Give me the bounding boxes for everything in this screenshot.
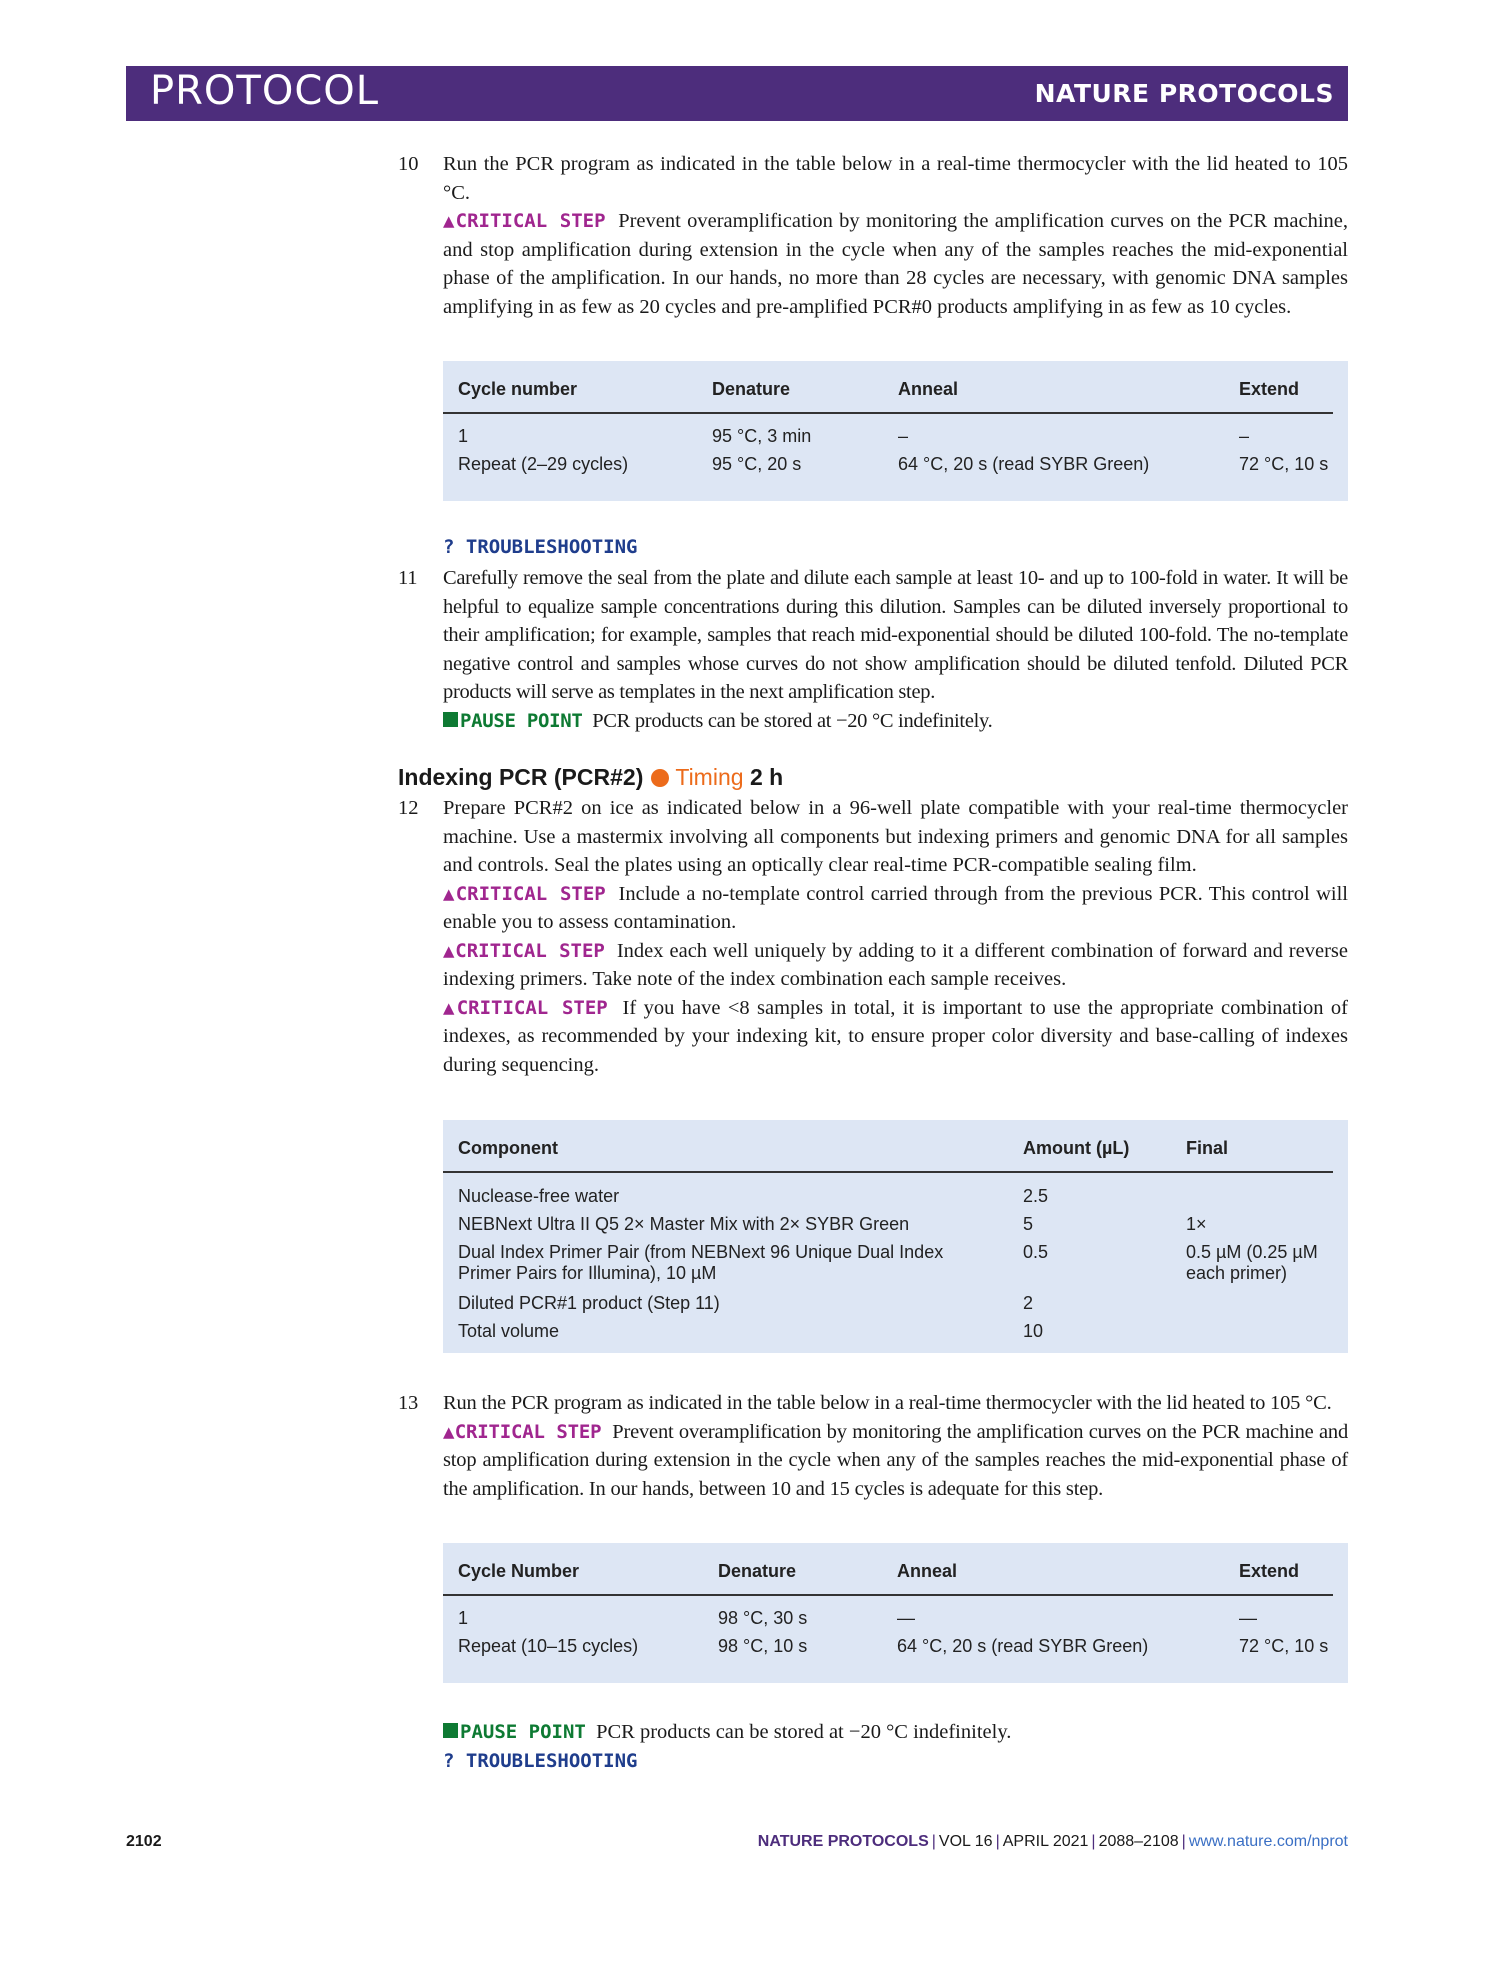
step-number: 12 xyxy=(398,797,419,819)
troubleshooting-label: ? TROUBLESHOOTING xyxy=(443,536,638,558)
table-cell: — xyxy=(1239,1608,1257,1628)
table-cell: 95 °C, 20 s xyxy=(712,454,802,474)
critical-triangle-icon: ▲ xyxy=(443,996,457,1019)
troubleshooting-label: ? TROUBLESHOOTING xyxy=(443,1749,638,1772)
timing-dot-icon xyxy=(651,769,669,787)
table-header: Denature xyxy=(718,1561,797,1581)
step-10 xyxy=(398,150,1348,321)
table-header: Component xyxy=(458,1138,558,1158)
step-12 xyxy=(398,794,1348,1079)
table-rule xyxy=(443,1171,1333,1173)
table-cell: 0.5 xyxy=(1023,1242,1049,1262)
table-cell: 64 °C, 20 s (read SYBR Green) xyxy=(898,454,1150,474)
table-cell: 95 °C, 3 min xyxy=(712,426,812,446)
table-header: Cycle Number xyxy=(458,1561,580,1581)
footer-url-link[interactable]: www.nature.com/nprot xyxy=(1188,1833,1348,1850)
critical-triangle-icon: ▲ xyxy=(443,210,456,232)
table-header: Denature xyxy=(712,379,791,399)
table-cell: 64 °C, 20 s (read SYBR Green) xyxy=(897,1636,1149,1656)
table-cell: – xyxy=(898,426,909,446)
critical-step-text: Index each well uniquely by adding to it a different combination of forward and reverse indexing primers. Take note of the index combination each sample receives. xyxy=(443,939,1348,990)
table-cell: Diluted PCR#1 product (Step 11) xyxy=(458,1293,720,1313)
table-header: Anneal xyxy=(897,1561,958,1581)
table-cell: Nuclease-free water xyxy=(458,1186,620,1206)
table-cell: Repeat (2–29 cycles) xyxy=(458,454,629,474)
step-number: 10 xyxy=(398,153,419,175)
table-cell: 72 °C, 10 s xyxy=(1239,454,1329,474)
table-cell: NEBNext Ultra II Q5 2× Master Mix with 2× SYBR Green xyxy=(458,1214,910,1234)
footer-citation: NATURE PROTOCOLS | VOL 16 | APRIL 2021 | 2088–2108 | www.nature.com/nprot xyxy=(757,1833,1348,1850)
table-cell: Dual Index Primer Pair (from NEBNext 96 Unique Dual Index xyxy=(458,1242,944,1262)
pause-point-label: PAUSE POINT xyxy=(460,709,583,732)
table-cell: Repeat (10–15 cycles) xyxy=(458,1636,639,1656)
footer-date: APRIL 2021 xyxy=(1002,1833,1089,1850)
critical-step-text: Prevent overamplification by monitoring the amplification curves on the PCR machine and stop amplification during extension in the cycle when any of the samples reaches the mid-exponential phase of the amplification. In our hands, between 10 and 15 cycles is adequate for this step. xyxy=(443,1420,1348,1500)
step-number: 13 xyxy=(398,1392,419,1414)
timing-label: Timing xyxy=(675,764,744,790)
critical-step-label: CRITICAL STEP xyxy=(454,1420,602,1443)
critical-step-text: If you have <8 samples in total, it is important to use the appropriate combination of indexes, as recommended by your indexing kit, to ensure proper color diversity and base-calling of indexes during sequencing. xyxy=(443,996,1348,1076)
table-cell: 1× xyxy=(1186,1214,1207,1234)
footer-journal: NATURE PROTOCOLS xyxy=(757,1833,929,1850)
table-cell: 2 xyxy=(1023,1293,1034,1313)
critical-step-label: CRITICAL STEP xyxy=(456,996,608,1019)
critical-step-label: CRITICAL STEP xyxy=(455,882,606,905)
critical-step-label: CRITICAL STEP xyxy=(455,210,606,232)
section-title: Indexing PCR (PCR#2) xyxy=(398,764,644,790)
timing-value: 2 h xyxy=(749,764,784,790)
table-cell: — xyxy=(897,1608,915,1628)
table-cell: Primer Pairs for Illumina), 10 µM xyxy=(458,1263,717,1283)
critical-triangle-icon: ▲ xyxy=(443,882,456,905)
journal-name: NATURE PROTOCOLS xyxy=(1034,79,1334,108)
table-cell: Total volume xyxy=(458,1321,560,1341)
table-cell: 1 xyxy=(458,426,469,446)
step-13 xyxy=(398,1389,1348,1503)
table-cell: 0.5 µM (0.25 µM xyxy=(1186,1242,1318,1262)
troubleshooting-note xyxy=(398,536,1393,558)
table-rule xyxy=(443,1594,1333,1596)
step-text: Run the PCR program as indicated in the table below in a real-time thermocycler with the lid heated to 105 °C. xyxy=(443,1392,1332,1414)
footer-pages: 2088–2108 xyxy=(1098,1833,1179,1850)
table-cell: 2.5 xyxy=(1023,1186,1049,1206)
step-text: Run the PCR program as indicated in the table below in a real-time thermocycler with the lid heated to 105 °C. xyxy=(443,153,1348,204)
critical-step-text: Include a no-template control carried through from the previous PCR. This control will enable you to assess contamination. xyxy=(443,882,1348,933)
table-header: Final xyxy=(1186,1138,1229,1158)
table-rule xyxy=(443,412,1333,414)
table-cell: 5 xyxy=(1023,1214,1034,1234)
pause-point-note xyxy=(398,1718,1393,1775)
table-header: Amount (µL) xyxy=(1023,1138,1130,1158)
table-cell: 98 °C, 30 s xyxy=(718,1608,808,1628)
article-type-label: PROTOCOL xyxy=(150,68,380,114)
step-number: 11 xyxy=(398,567,418,589)
pause-square-icon xyxy=(443,1723,458,1738)
table-cell: 72 °C, 10 s xyxy=(1239,1636,1329,1656)
table-header: Extend xyxy=(1239,1561,1300,1581)
reaction-components-table xyxy=(443,1120,1348,1353)
critical-triangle-icon: ▲ xyxy=(443,939,456,962)
table-cell: – xyxy=(1239,426,1250,446)
pcr-cycle-table-2 xyxy=(443,1543,1348,1683)
table-cell: 1 xyxy=(458,1608,469,1628)
pause-square-icon xyxy=(443,712,458,727)
journal-header-bar xyxy=(126,66,1348,121)
table-cell: 98 °C, 10 s xyxy=(718,1636,808,1656)
pause-point-text: PCR products can be stored at −20 °C indefinitely. xyxy=(592,709,993,732)
section-heading xyxy=(398,764,783,791)
pause-point-label: PAUSE POINT xyxy=(460,1721,586,1743)
page-number: 2102 xyxy=(126,1833,162,1850)
table-cell: 10 xyxy=(1023,1321,1044,1341)
pause-point-text: PCR products can be stored at −20 °C indefinitely. xyxy=(596,1721,1012,1743)
step-text: Prepare PCR#2 on ice as indicated below in a 96-well plate compatible with your real-time thermocycler machine. Use a mastermix involving all components but indexing primers and genomic DNA for all samples and controls. Seal the plates using an optically clear real-time PCR-compatible sealing film. xyxy=(443,797,1348,876)
critical-step-label: CRITICAL STEP xyxy=(455,939,605,962)
step-text: Carefully remove the seal from the plate and dilute each sample at least 10- and up to 100-fold in water. It will be helpful to equalize sample concentrations during this dilution. Samples can be diluted inversely proportional to their amplification; for example, samples that reach mid-exponential should be diluted 100-fold. The no-template negative control and samples whose curves do not show amplification should be diluted tenfold. Diluted PCR products will serve as templates in the next amplification step. xyxy=(443,567,1348,703)
table-header: Cycle number xyxy=(458,379,578,399)
critical-triangle-icon: ▲ xyxy=(443,1420,455,1443)
table-header: Anneal xyxy=(898,379,959,399)
pcr-cycle-table-1 xyxy=(443,361,1348,501)
footer-volume: VOL 16 xyxy=(938,1833,993,1850)
table-header: Extend xyxy=(1239,379,1300,399)
table-cell: each primer) xyxy=(1186,1263,1288,1283)
critical-step-text: Prevent overamplification by monitoring the amplification curves on the PCR machine, and stop amplification during extension in the cycle when any of the samples reaches the mid-exponential phase of the amplification. In our hands, no more than 28 cycles are necessary, with genomic DNA samples amplifying in as few as 20 cycles and pre-amplified PCR#0 products amplifying in as few as 10 cycles. xyxy=(443,210,1348,318)
step-11 xyxy=(398,564,1348,735)
